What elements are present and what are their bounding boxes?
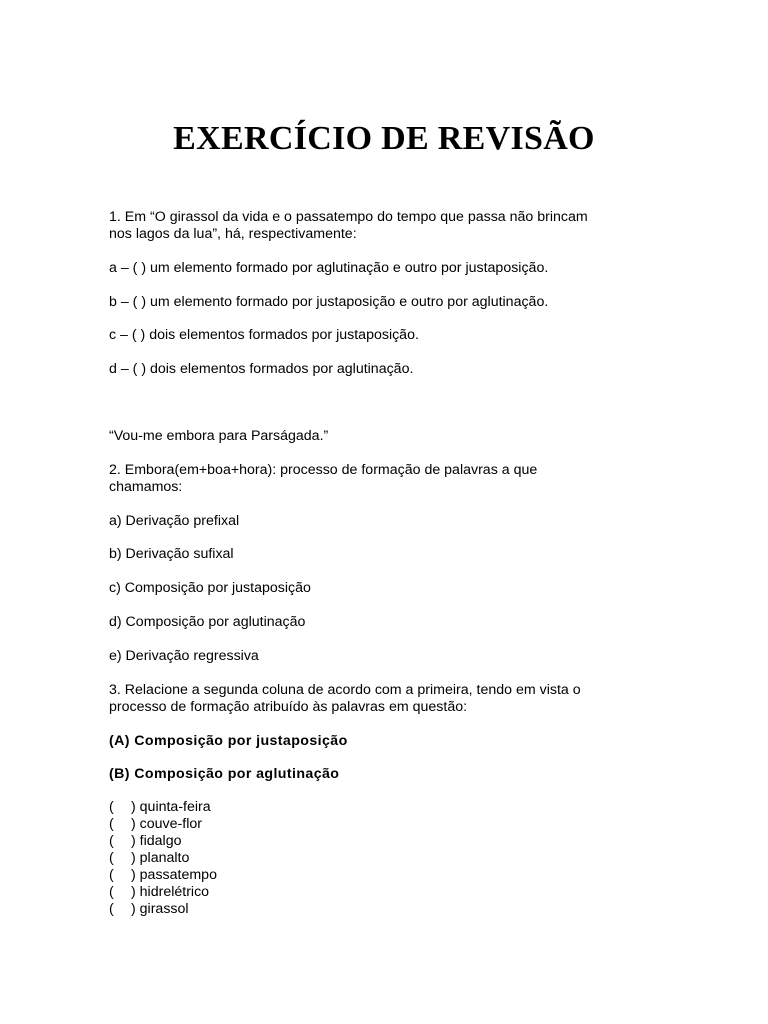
question-2-option-a: a) Derivação prefixal bbox=[109, 513, 240, 529]
question-1-option-b: b – ( ) um elemento formado por justaposição e outro por aglutinação. bbox=[109, 294, 549, 310]
question-3-key-a: (A) Composição por justaposição bbox=[109, 733, 348, 749]
blank-paren: ( bbox=[109, 867, 114, 883]
item-label: ) passatempo bbox=[131, 867, 217, 883]
blank-paren: ( bbox=[109, 901, 114, 917]
question-1-option-a: a – ( ) um elemento formado por aglutinação e outro por justaposição. bbox=[109, 260, 549, 276]
list-item bbox=[109, 833, 181, 850]
item-label: ) fidalgo bbox=[131, 833, 182, 849]
page-title: EXERCÍCIO DE REVISÃO bbox=[173, 120, 595, 157]
list-item bbox=[109, 901, 189, 918]
list-item bbox=[109, 816, 202, 833]
question-2-option-b: b) Derivação sufixal bbox=[109, 546, 234, 562]
question-3-key-b: (B) Composição por aglutinação bbox=[109, 766, 340, 782]
question-1-text-line-2: nos lagos da lua”, há, respectivamente: bbox=[109, 226, 357, 242]
blank-paren: ( bbox=[109, 850, 114, 866]
quote-text: “Vou-me embora para Parságada.” bbox=[109, 428, 329, 444]
item-label: ) planalto bbox=[131, 850, 190, 866]
list-item bbox=[109, 850, 189, 867]
question-2-text-line-1: 2. Embora(em+boa+hora): processo de formação de palavras a que bbox=[109, 462, 538, 478]
question-2-option-e: e) Derivação regressiva bbox=[109, 648, 259, 664]
question-2-text-line-2: chamamos: bbox=[109, 479, 183, 495]
item-label: ) quinta-feira bbox=[131, 799, 211, 815]
blank-paren: ( bbox=[109, 799, 114, 815]
item-label: ) couve-flor bbox=[131, 816, 202, 832]
list-item bbox=[109, 799, 211, 816]
question-1-option-d: d – ( ) dois elementos formados por aglutinação. bbox=[109, 361, 414, 377]
blank-paren: ( bbox=[109, 884, 114, 900]
item-label: ) girassol bbox=[131, 901, 189, 917]
question-1-text-line-1: 1. Em “O girassol da vida e o passatempo do tempo que passa não brincam bbox=[109, 209, 588, 225]
question-1-option-c: c – ( ) dois elementos formados por justaposição. bbox=[109, 327, 419, 343]
item-label: ) hidrelétrico bbox=[131, 884, 210, 900]
blank-paren: ( bbox=[109, 833, 114, 849]
question-3-text-line-2: processo de formação atribuído às palavras em questão: bbox=[109, 699, 468, 715]
list-item bbox=[109, 884, 209, 901]
blank-paren: ( bbox=[109, 816, 114, 832]
list-item bbox=[109, 867, 217, 884]
question-2-option-d: d) Composição por aglutinação bbox=[109, 614, 306, 630]
question-3-text-line-1: 3. Relacione a segunda coluna de acordo com a primeira, tendo em vista o bbox=[109, 682, 581, 698]
question-2-option-c: c) Composição por justaposição bbox=[109, 580, 311, 596]
